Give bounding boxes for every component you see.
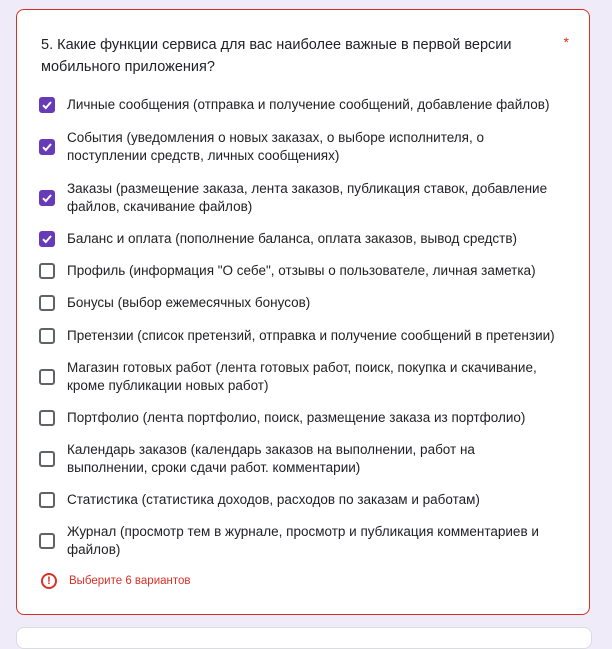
checkbox-unchecked-icon[interactable]	[39, 328, 55, 344]
option-label: Журнал (просмотр тем в журнале, просмотр и публикация комментариев и файлов)	[67, 524, 539, 557]
checkbox-option[interactable]	[39, 262, 559, 280]
checkbox-option[interactable]	[39, 230, 559, 248]
checkbox-checked-icon[interactable]	[39, 231, 55, 247]
checkbox-option[interactable]	[39, 129, 559, 165]
checkbox-option[interactable]	[39, 180, 559, 216]
option-label: Баланс и оплата (пополнение баланса, оплата заказов, вывод средств)	[67, 231, 518, 246]
checkbox-unchecked-icon[interactable]	[39, 295, 55, 311]
option-label: Профиль (информация "О себе", отзывы о пользователе, личная заметка)	[67, 263, 536, 278]
next-question-card	[16, 627, 592, 649]
checkbox-option[interactable]	[39, 523, 559, 559]
option-label: Претензии (список претензий, отправка и получение сообщений в претензии)	[67, 328, 555, 343]
checkbox-unchecked-icon[interactable]	[39, 533, 55, 549]
checkbox-checked-icon[interactable]	[39, 97, 55, 113]
option-label: Статистика (статистика доходов, расходов по заказам и работам)	[67, 492, 480, 507]
checkbox-checked-icon[interactable]	[39, 190, 55, 206]
option-label: Портфолио (лента портфолио, поиск, размещение заказа из портфолио)	[67, 410, 526, 425]
checkbox-unchecked-icon[interactable]	[39, 369, 55, 385]
checkbox-unchecked-icon[interactable]	[39, 451, 55, 467]
question-title: 5. Какие функции сервиса для вас наиболее важные в первой версии мобильного приложения?	[41, 37, 512, 75]
option-label: Личные сообщения (отправка и получение сообщений, добавление файлов)	[67, 97, 550, 112]
option-label: Магазин готовых работ (лента готовых работ, поиск, покупка и скачивание, кроме публикации новых работ)	[67, 360, 537, 393]
error-text: Выберите 6 вариантов	[69, 575, 191, 587]
checkbox-option[interactable]	[39, 441, 559, 477]
checkbox-option[interactable]	[39, 327, 559, 345]
option-label: События (уведомления о новых заказах, о выборе исполнителя, о поступлении средств, личных сообщениях)	[67, 130, 484, 163]
checkbox-checked-icon[interactable]	[39, 139, 55, 155]
option-label: Календарь заказов (календарь заказов на выполнении, работ на выполнении, сроки сдачи работ. комментарии)	[67, 442, 475, 475]
checkbox-option[interactable]	[39, 491, 559, 509]
checkbox-unchecked-icon[interactable]	[39, 492, 55, 508]
checkbox-unchecked-icon[interactable]	[39, 263, 55, 279]
option-label: Бонусы (выбор ежемесячных бонусов)	[67, 295, 311, 310]
required-mark: *	[563, 34, 569, 50]
checkbox-option[interactable]	[39, 359, 559, 395]
checkbox-option[interactable]	[39, 294, 559, 312]
error-icon: !	[41, 573, 57, 589]
question-card	[16, 9, 590, 615]
checkbox-unchecked-icon[interactable]	[39, 410, 55, 426]
checkbox-option[interactable]	[39, 409, 559, 427]
error-message	[41, 573, 191, 589]
checkbox-option[interactable]	[39, 96, 559, 114]
option-label: Заказы (размещение заказа, лента заказов, публикация ставок, добавление файлов, скачивание файлов)	[67, 181, 548, 214]
